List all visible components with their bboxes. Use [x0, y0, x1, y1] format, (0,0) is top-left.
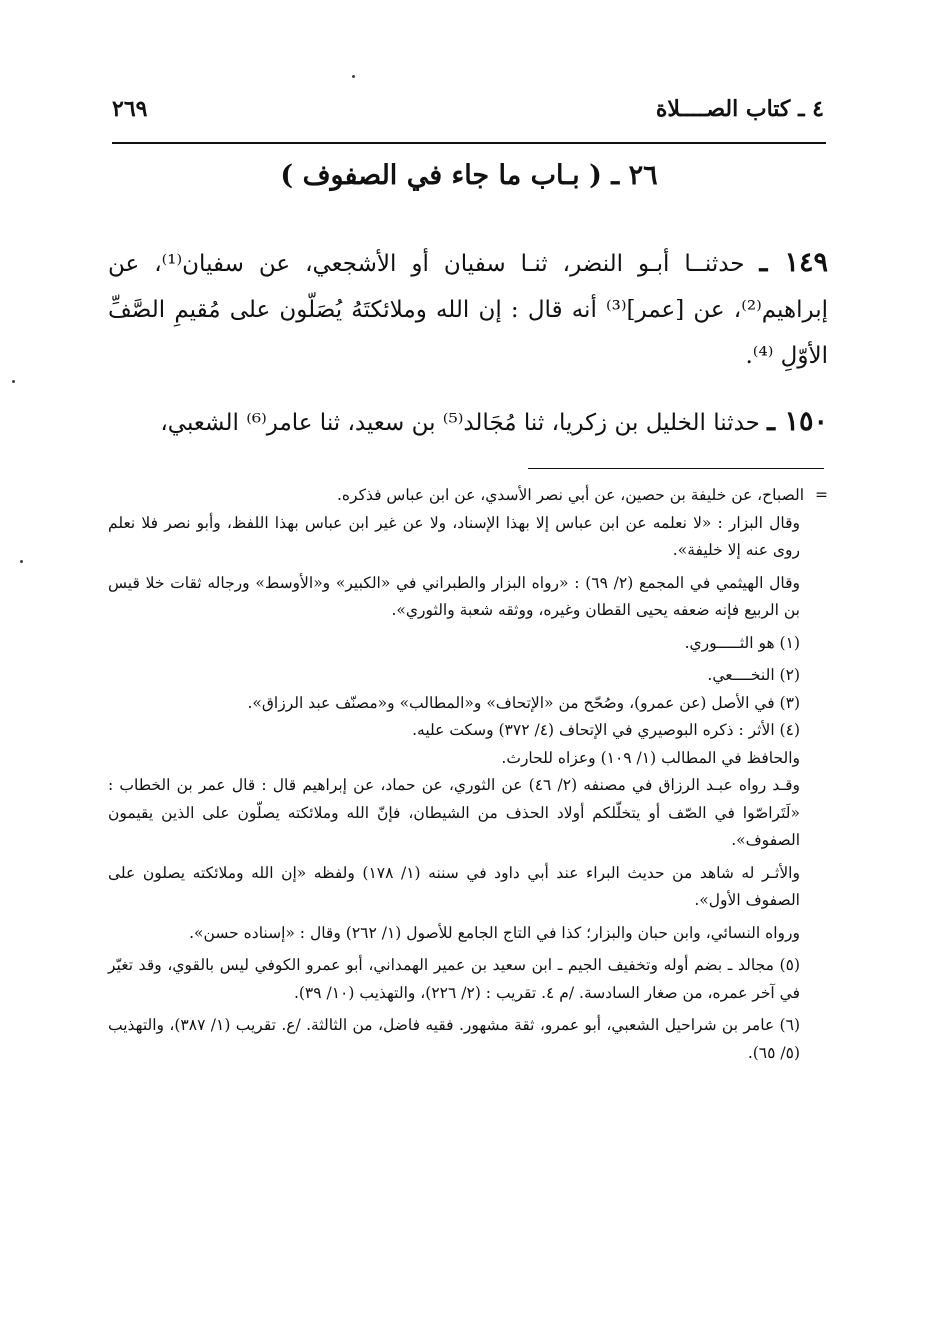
hadith-150: [108, 399, 828, 446]
footnotes: [108, 482, 828, 1067]
scan-speck: [352, 75, 355, 78]
footnote-haythami: وقال الهيثمي في المجمع (٢/ ٦٩) : «رواه البزار والطبراني في «الكبير» و«الأوسط» ورجاله ثقات خلا قيس بن الربيع فإنه ضعفه يحيى القطان وغيره، ووثقه شعبة والثوري».: [108, 573, 800, 619]
running-title: ٤ ـ كتاب الصــــلاة: [655, 96, 824, 122]
main-text: [108, 240, 828, 446]
footnote-separator: [528, 468, 824, 469]
header-rule: [112, 142, 826, 144]
footnote-6: (٦) عامر بن شراحيل الشعبي، أبو عمرو، ثقة مشهور. فقيه فاضل، من الثالثة. /ع. تقريب (١/ ٣٨٧)، والتهذيب (٥/ ٦٥).: [108, 1016, 800, 1062]
hadith-number: ١٤٩ ـ: [759, 247, 829, 278]
footnote-shahid: والأثـر له شاهد من حديث البراء عند أبي داود في سننه (١/ ١٧٨) ولفظه «إن الله وملائكته يصلون على الصفوف الأول».: [108, 863, 800, 909]
footnote-4: (٤) الأثر : ذكره البوصيري في الإتحاف (٤/ ٣٧٢) وسكت عليه.: [412, 721, 800, 739]
hadith-text: حدثنا الخليل بن زكريا، ثنا مُجَالد⁽⁵⁾ بن سعيد، ثنا عامر⁽⁶⁾ الشعبي،: [160, 410, 760, 436]
page-number: ٢٦٩: [112, 96, 148, 122]
hadith-number: ١٥٠ ـ: [767, 406, 828, 437]
footnote-5: (٥) مجالد ـ بضم أوله وتخفيف الجيم ـ ابن سعيد بن عمير الهمداني، أبو عمرو الكوفي ليس بالقوي، وقد تغيّر في آخر عمره، من صغار السادسة. /م ٤. تقريب : (٢/ ٢٢٦)، والتهذيب (١٠/ ٣٩).: [108, 956, 800, 1002]
footnote-continuation: [108, 482, 828, 510]
footnote-hafiz: والحافظ في المطالب (١/ ١٠٩) وعزاه للحارث.: [501, 748, 800, 767]
hadith-text: حدثنــا أبـو النضر، ثنـا سفيان أو الأشجعي، عن سفيان⁽¹⁾، عن إبراهيم⁽²⁾، عن [عمر]⁽³⁾ أنه قال : إن الله وملائكتَهُ يُصَلّون على مُقيمِ الصَّفِّ الأوّلِ ⁽⁴⁾.: [108, 251, 828, 369]
footnote-abd-razzaq: وقـد رواه عبـد الرزاق في مصنفه (٢/ ٤٦) عن الثوري، عن حماد، عن إبراهيم قال : قال عمر بن الخطاب : «لَتَراصّوا في الصّف أو يتخلّلكم أولاد الحذف من الشيطان، فإنّ الله وملائكته يصلّون على الذين يقيمون الصفوف».: [108, 776, 801, 849]
footnote-1: (١) هو الثـــــوري.: [684, 633, 800, 652]
footnote-nasai: ورواه النسائي، وابن حبان والبزار؛ كذا في التاج الجامع للأصول (١/ ٢٦٢) وقال : «إسناده حسن».: [189, 923, 800, 942]
chapter-title: ٢٦ ـ ( بـاب ما جاء في الصفوف ): [280, 160, 658, 191]
footnote-bazzar: وقال البزار : «لا نعلمه عن ابن عباس إلا بهذا الإسناد، ولا عن غير ابن عباس بهذا اللفظ، وأبو نصر فلا نعلم روى عنه إلا خليفة».: [108, 513, 800, 559]
continuation-marker: =: [815, 486, 828, 504]
hadith-149: [108, 240, 828, 379]
scan-speck: [12, 380, 15, 383]
footnote-continuation-text: الصباح، عن خليفة بن حصين، عن أبي نصر الأسدي، عن ابن عباس فذكره.: [336, 486, 805, 504]
footnote-3: (٣) في الأصل (عن عمرو)، وصُحّح من «الإتحاف» و«المطالب» و«مصنّف عبد الرزاق».: [247, 693, 800, 712]
scan-speck: [20, 560, 23, 563]
page-header: [112, 92, 824, 132]
footnote-2: (٢) النخــــعي.: [707, 666, 800, 684]
